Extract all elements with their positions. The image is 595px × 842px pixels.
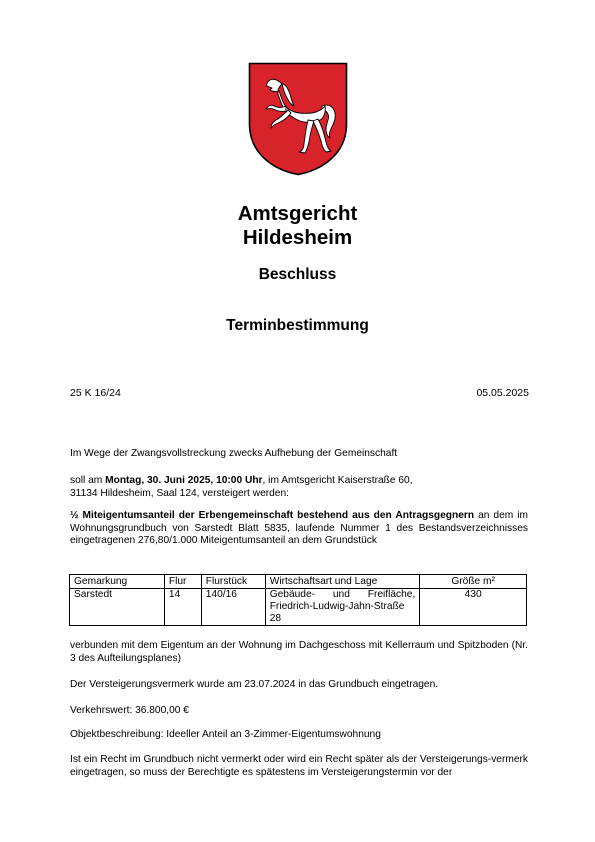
col-gemarkung: Gemarkung bbox=[70, 575, 165, 589]
anteil-rest: an dem im Wohnungsgrundbuch von Sarstedt Blatt 5835, laufende Nummer 1 des Bestandsverzeichnisses eingetragenen 276,80/1.000 Miteigentumsanteil an dem Grundstück bbox=[70, 510, 528, 546]
court-name-line2: Hildesheim bbox=[242, 226, 353, 249]
termin-location-line2: 31134 Hildesheim, Saal 124, versteigert werden: bbox=[70, 487, 289, 499]
col-flur: Flur bbox=[164, 575, 201, 589]
cell-gemarkung: Sarstedt bbox=[70, 589, 165, 626]
objekt-paragraph: Objektbeschreibung: Ideeller Anteil an 3-Zimmer-Eigentumswohnung bbox=[70, 729, 381, 740]
table-row bbox=[70, 589, 527, 626]
cell-groesse: 430 bbox=[420, 589, 527, 626]
subject-title: Terminbestimmung bbox=[226, 317, 369, 334]
anteil-paragraph bbox=[70, 510, 528, 548]
coat-of-arms-icon bbox=[248, 62, 348, 176]
vermerk-paragraph: Der Versteigerungsvermerk wurde am 23.07.2024 in das Grundbuch eingetragen. bbox=[70, 679, 439, 690]
intro-paragraph: Im Wege der Zwangsvollstreckung zwecks Aufhebung der Gemeinschaft bbox=[70, 448, 398, 459]
verbunden-paragraph: verbunden mit dem Eigentum an der Wohnung im Dachgeschoss mit Kellerraum und Spitzboden (Nr. 3 des Aufteilungsplanes) bbox=[70, 640, 528, 664]
cell-flur: 14 bbox=[164, 589, 201, 626]
anteil-bold: ½ Miteigentumsanteil der Erbengemeinschaft bestehend aus den Antragsgegnern bbox=[70, 510, 475, 521]
termin-prefix: soll am bbox=[70, 475, 106, 486]
col-groesse: Größe m² bbox=[420, 575, 527, 589]
case-number: 25 K 16/24 bbox=[70, 387, 121, 399]
court-name-line1: Amtsgericht bbox=[237, 202, 358, 225]
termin-date: Montag, 30. Juni 2025, 10:00 Uhr bbox=[105, 475, 263, 486]
court-name bbox=[0, 202, 595, 250]
termin-paragraph bbox=[70, 475, 528, 500]
table-header-row bbox=[70, 575, 527, 589]
cell-flurstueck: 140/16 bbox=[201, 589, 265, 626]
decision-date: 05.05.2025 bbox=[476, 387, 529, 399]
verkehrswert-paragraph: Verkehrswert: 36.800,00 € bbox=[70, 705, 189, 716]
recht-paragraph: Ist ein Recht im Grundbuch nicht vermerkt oder wird ein Recht später als der Versteigerungs-vermerk eingetragen, so muss der Berechtigte es spätestens im Versteigerungstermin vor der bbox=[70, 754, 528, 778]
col-lage: Wirtschaftsart und Lage bbox=[265, 575, 420, 589]
cell-lage: Gebäude- und Freifläche, Friedrich-Ludwig-Jahn-Straße 28 bbox=[265, 589, 420, 626]
decision-title: Beschluss bbox=[258, 266, 337, 283]
grundstueck-table bbox=[69, 574, 527, 626]
col-flurstueck: Flurstück bbox=[201, 575, 265, 589]
termin-location: , im Amtsgericht Kaiserstraße 60, bbox=[262, 475, 413, 486]
